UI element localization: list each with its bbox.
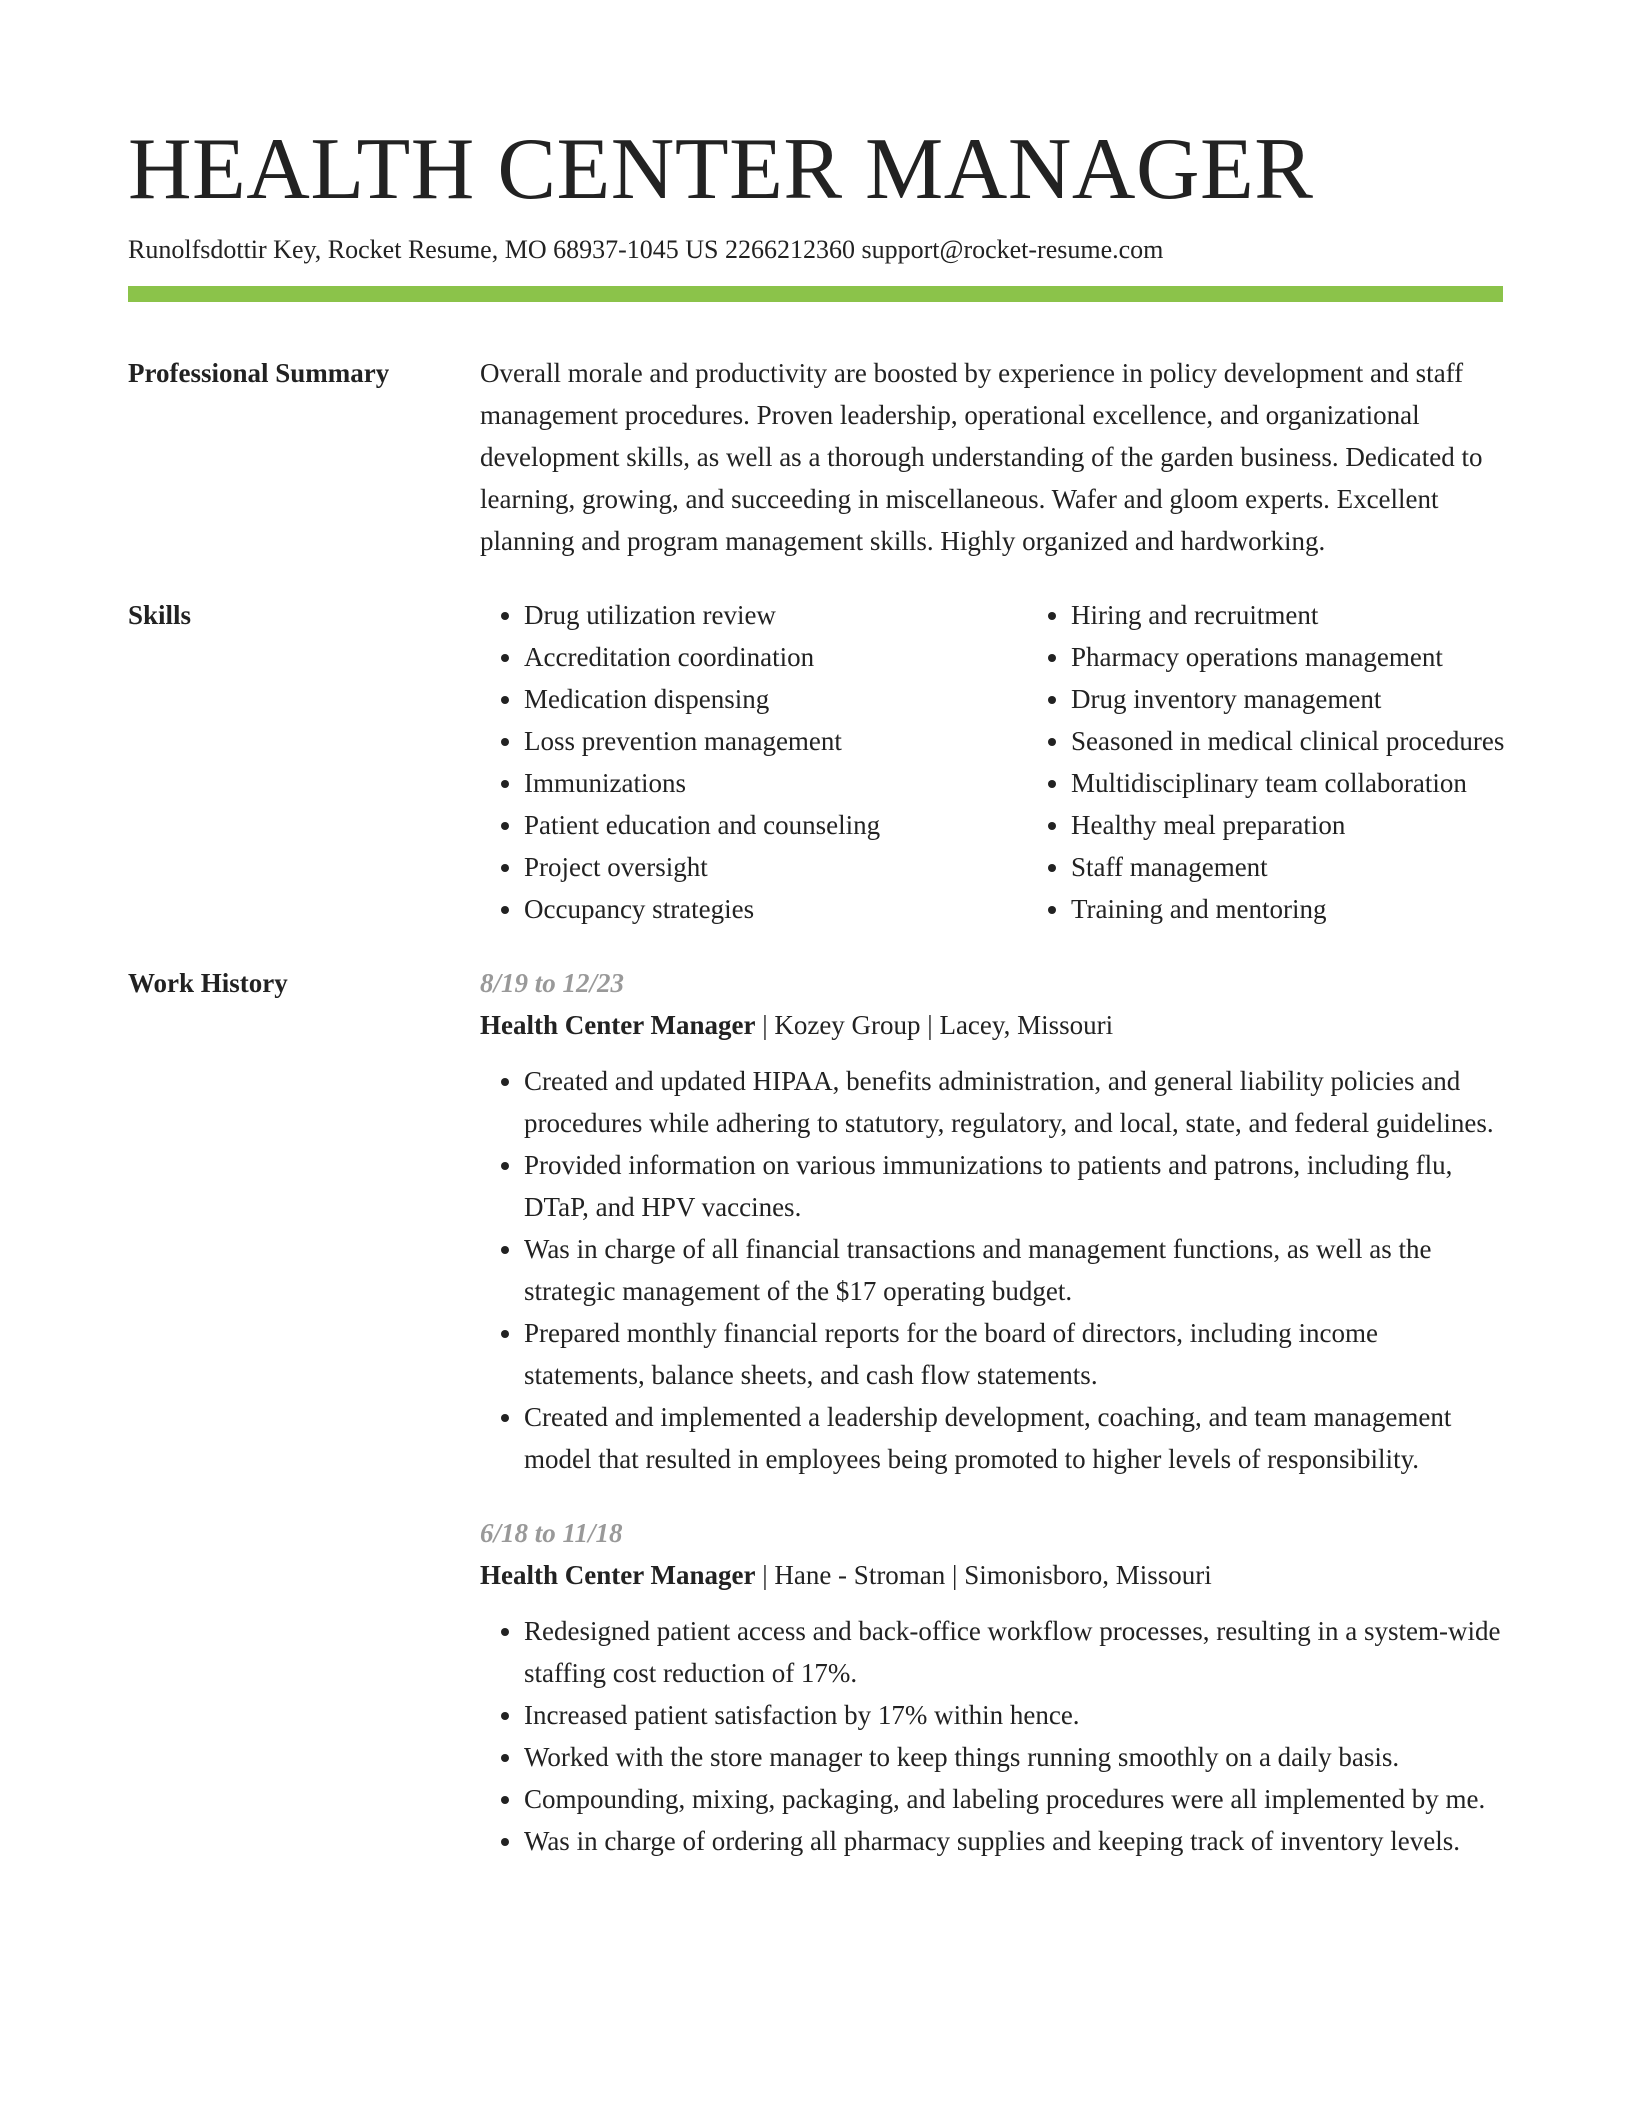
skills-list-right [1027,594,1574,930]
section-label-summary: Professional Summary [128,358,390,388]
skills-section [128,594,1503,930]
job-bullet: • Compounding, mixing, packaging, and labeling procedures were all implemented by me. [524,1778,1503,1820]
job-bullet: • Created and updated HIPAA, benefits administration, and general liability policies and procedures while adhering to statutory, regulatory, and local, state, and federal guidelines. [524,1060,1503,1144]
job-title: Health Center Manager [480,1560,756,1590]
job-bullet: • Worked with the store manager to keep things running smoothly on a daily basis. [524,1736,1503,1778]
skills-columns [480,594,1574,930]
skill-item: • Drug inventory management [1071,678,1574,720]
skill-item: • Loss prevention management [524,720,1027,762]
skill-item: • Immunizations [524,762,1027,804]
job-bullet: • Created and implemented a leadership development, coaching, and team management model that resulted in employees being promoted to higher levels of responsibility. [524,1396,1503,1480]
skill-item: • Patient education and counseling [524,804,1027,846]
section-label-skills: Skills [128,600,192,630]
job-title-line [480,1004,1503,1046]
job-bullet: • Was in charge of all financial transactions and management functions, as well as the strategic management of the $17 operating budget. [524,1228,1503,1312]
skill-item: • Hiring and recruitment [1071,594,1574,636]
skill-item: • Pharmacy operations management [1071,636,1574,678]
job-title: Health Center Manager [480,1010,756,1040]
job-entry [480,962,1503,1480]
job-bullet: • Increased patient satisfaction by 17% within hence. [524,1694,1503,1736]
resume-page [128,118,1503,1862]
job-bullet: • Redesigned patient access and back-office workflow processes, resulting in a system-wide staffing cost reduction of 17%. [524,1610,1503,1694]
job-bullets [480,1610,1503,1862]
skill-item: • Seasoned in medical clinical procedures [1071,720,1574,762]
resume-name-heading: HEALTH CENTER MANAGER [128,121,1314,218]
job-bullet: • Prepared monthly financial reports for the board of directors, including income statements, balance sheets, and cash flow statements. [524,1312,1503,1396]
skill-item: • Drug utilization review [524,594,1027,636]
skill-item: • Occupancy strategies [524,888,1027,930]
skill-item: • Staff management [1071,846,1574,888]
skill-item: • Multidisciplinary team collaboration [1071,762,1574,804]
job-bullet: • Was in charge of ordering all pharmacy supplies and keeping track of inventory levels. [524,1820,1503,1862]
skill-item: • Training and mentoring [1071,888,1574,930]
job-title-line [480,1554,1503,1596]
professional-summary-section [128,352,1503,562]
job-date: 6/18 to 11/18 [480,1518,623,1548]
job-date: 8/19 to 12/23 [480,968,625,998]
summary-text: Overall morale and productivity are boosted by experience in policy development and staff management procedures. Proven leadership, operational excellence, and organizational development skills, as well as a thorough understanding of the garden business. Dedicated to learning, growing, and succeeding in miscellaneous. Wafer and gloom experts. Excellent planning and program management skills. Highly organized and hardworking. [480,358,1483,556]
contact-line: Runolfsdottir Key, Rocket Resume, MO 68937-1045 US 2266212360 support@rocket-resume.com [128,235,1164,264]
work-history-entries [480,962,1503,1862]
work-history-section [128,962,1503,1862]
accent-divider [128,286,1503,302]
skills-list-left [480,594,1027,930]
job-company-location: | Kozey Group | Lacey, Missouri [755,1010,1114,1040]
job-company-location: | Hane - Stroman | Simonisboro, Missouri [755,1560,1212,1590]
job-bullets [480,1060,1503,1480]
skill-item: • Project oversight [524,846,1027,888]
skill-item: • Medication dispensing [524,678,1027,720]
job-bullet: • Provided information on various immunizations to patients and patrons, including flu, DTaP, and HPV vaccines. [524,1144,1503,1228]
skill-item: • Accreditation coordination [524,636,1027,678]
skill-item: • Healthy meal preparation [1071,804,1574,846]
job-entry [480,1512,1503,1862]
section-label-work: Work History [128,968,288,998]
